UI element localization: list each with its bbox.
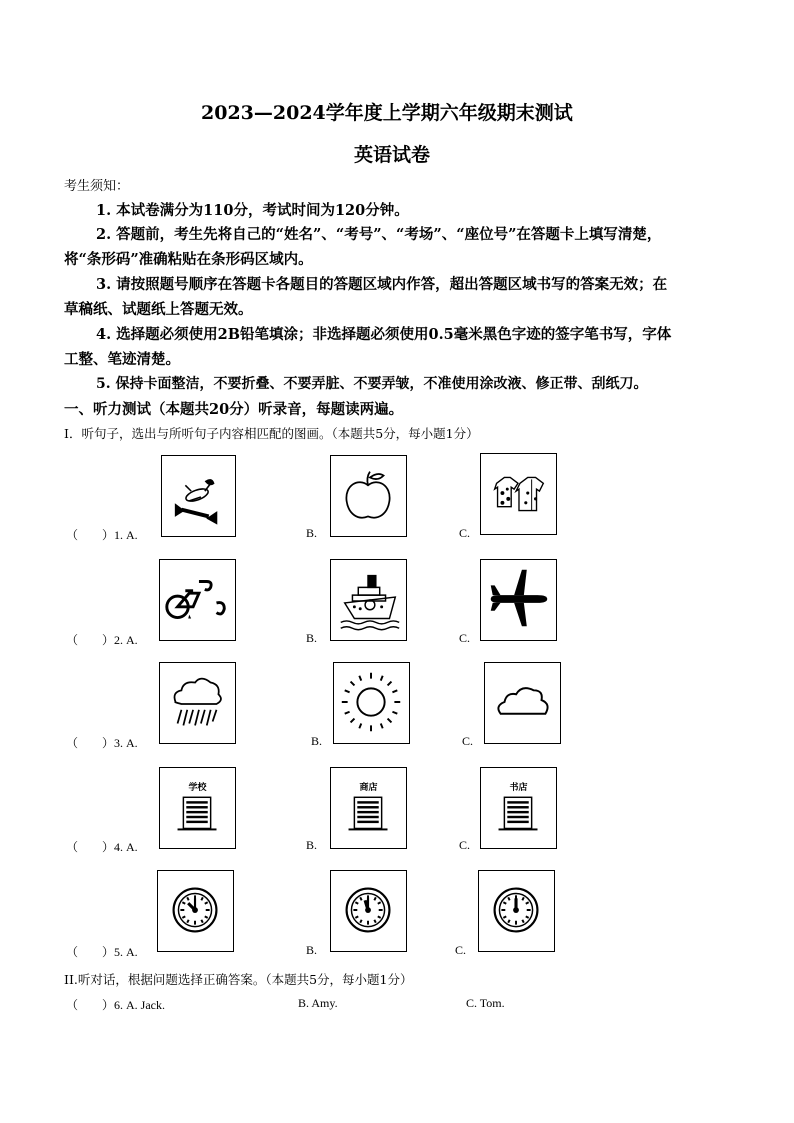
notice-line-2: 2. 答题前，考生先将自己的“姓名”、“考号”、“考场”、“座位号”在答题卡上填写清楚， (96, 226, 662, 243)
question-4-label: （ ）4. A. (66, 840, 138, 854)
question-6-option-c: C. Tom. (466, 996, 505, 1010)
question-6-label: （ ）6. A. Jack. (66, 998, 165, 1012)
part1-heading: I．听句子，选出与所听句子内容相匹配的图画。（本题共5分，每小题1分） (64, 426, 479, 441)
page-subtitle: 英语试卷 (354, 144, 431, 166)
ship-icon (330, 559, 407, 641)
section1-heading: 一、听力测试（本题共20分）听录音，每题读两遍。 (64, 401, 404, 418)
question-1-option-b: B. (306, 526, 318, 540)
clock-icon-a (157, 870, 234, 952)
question-3-option-b: B. (311, 734, 323, 748)
question-1-option-c: C. (459, 526, 471, 540)
sun-icon (333, 662, 410, 744)
question-1-label: （ ）1. A. (66, 528, 138, 542)
question-4-option-b: B. (306, 838, 318, 852)
plane-icon (480, 559, 557, 641)
notice-line-1: 1. 本试卷满分为110分，考试时间为120分钟。 (96, 202, 409, 219)
question-2-option-b: B. (306, 631, 318, 645)
bookstore-building-icon (480, 767, 557, 849)
shop-building-icon (330, 767, 407, 849)
clothes-icon (480, 453, 557, 535)
question-6-option-b: B. Amy. (298, 996, 338, 1010)
cloud-icon (484, 662, 561, 744)
clock-icon-b (330, 870, 407, 952)
notice-line-7: 工整、笔迹清楚。 (64, 351, 180, 368)
question-2-label: （ ）2. A. (66, 633, 138, 647)
question-3-label: （ ）3. A. (66, 736, 138, 750)
clock-icon-c (478, 870, 555, 952)
question-5-label: （ ）5. A. (66, 945, 138, 959)
question-4-option-c: C. (459, 838, 471, 852)
candy-icon (161, 455, 236, 537)
question-5-option-c: C. (455, 943, 467, 957)
school-label: 学校 (188, 783, 207, 793)
bicycle-icon (159, 559, 236, 641)
notice-line-3: 将“条形码”准确粘贴在条形码区域内。 (64, 251, 313, 268)
shop-label: 商店 (359, 783, 378, 793)
question-5-option-b: B. (306, 943, 318, 957)
bookstore-label: 书店 (509, 783, 528, 793)
notice-line-8: 5. 保持卡面整洁，不要折叠、不要弄脏、不要弄皱，不准使用涂改液、修正带、刮纸刀。 (96, 376, 648, 392)
notice-line-5: 草稿纸、试题纸上答题无效。 (64, 301, 253, 318)
rain-icon (159, 662, 236, 744)
question-2-option-c: C. (459, 631, 471, 645)
notice-line-6: 4. 选择题必须使用2B铅笔填涂；非选择题必须使用0.5毫米黑色字迹的签字笔书写，字体 (96, 326, 672, 343)
part2-heading: II.听对话，根据问题选择正确答案。（本题共5分，每小题1分） (64, 972, 413, 987)
school-building-icon (159, 767, 236, 849)
notice-heading: 考生须知： (64, 179, 130, 194)
question-3-option-c: C. (462, 734, 474, 748)
page-title: 2023—2024学年度上学期六年级期末测试 (201, 102, 573, 124)
notice-line-4: 3. 请按照题号顺序在答题卡各题目的答题区域内作答，超出答题区域书写的答案无效；在 (96, 276, 668, 293)
apple-icon (330, 455, 407, 537)
